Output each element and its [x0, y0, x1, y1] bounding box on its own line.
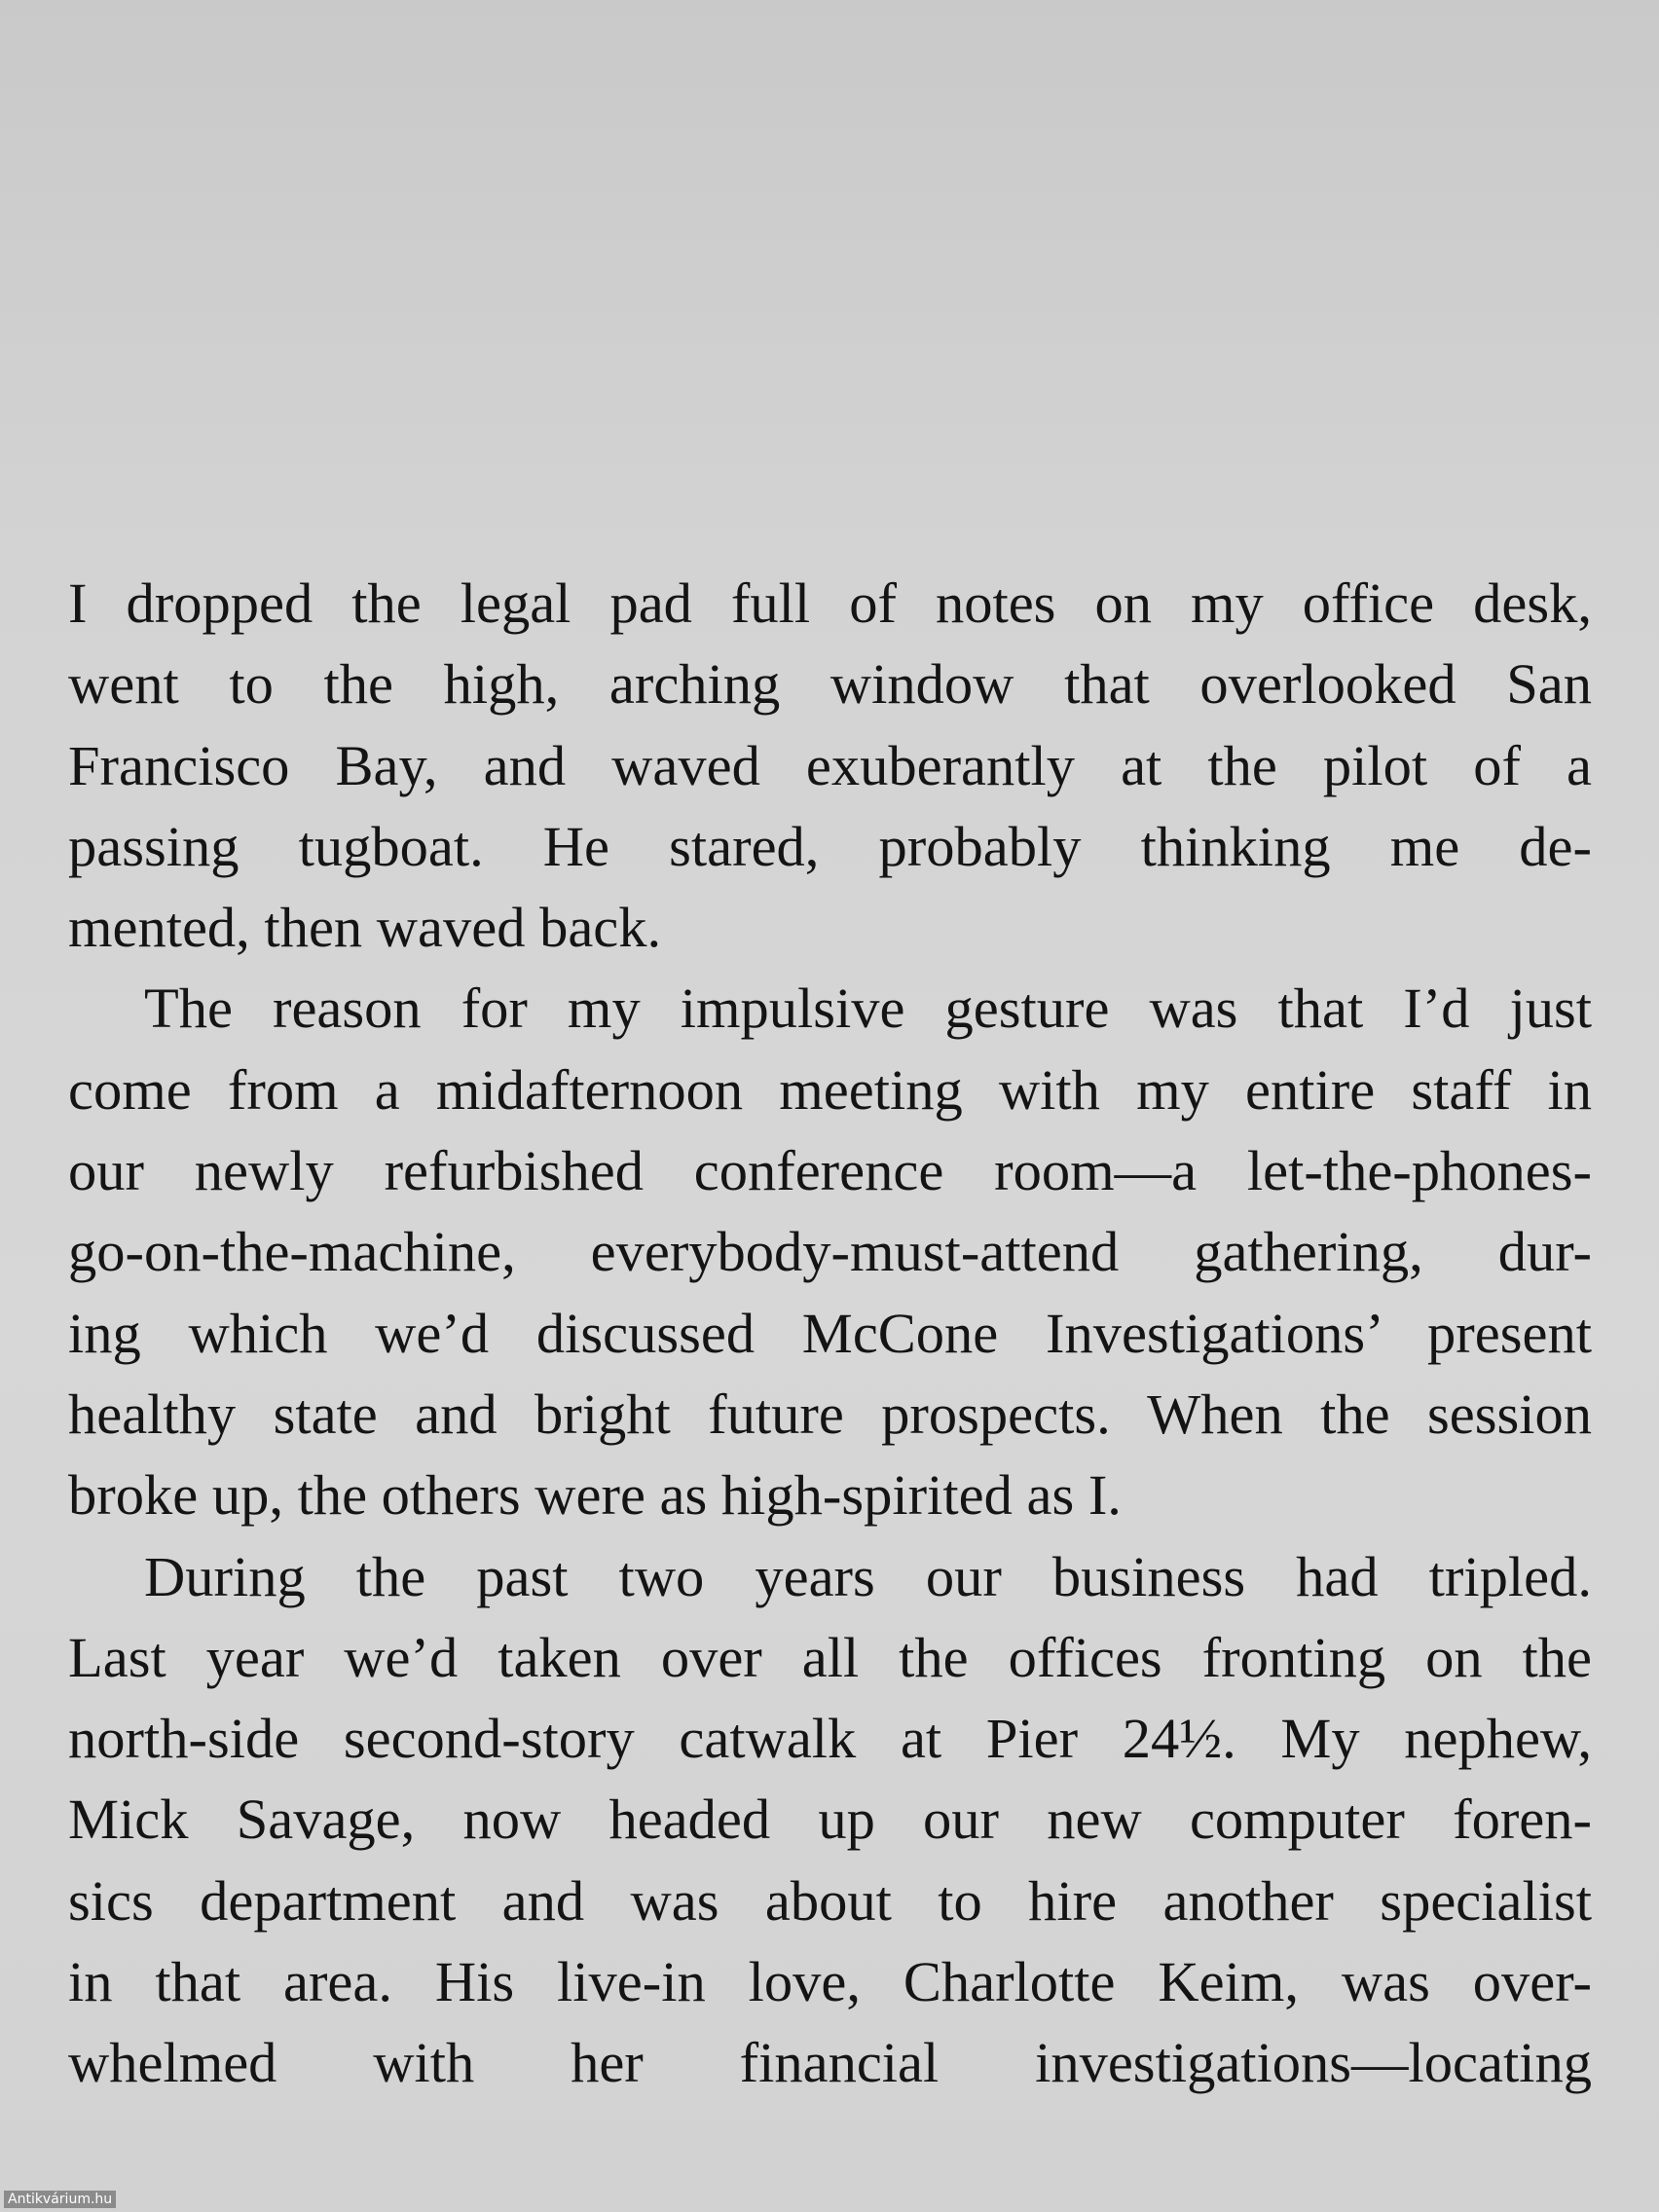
text-line: broke up, the others were as high-spirited as I.: [68, 1463, 1122, 1528]
text-line: healthy state and bright future prospects. When the session: [68, 1382, 1592, 1446]
text-line: During the past two years our business had tripled.: [144, 1544, 1592, 1608]
text-line: passing tugboat. He stared, probably thinking me de-: [68, 814, 1592, 878]
text-line: our newly refurbished conference room—a let-the-phones-: [68, 1139, 1592, 1203]
text-line: I dropped the legal pad full of notes on my office desk,: [68, 571, 1592, 635]
text-line: went to the high, arching window that overlooked San: [68, 652, 1592, 717]
watermark: Antikvárium.hu: [4, 2191, 116, 2208]
text-line: in that area. His live-in love, Charlotte Keim, was over-: [68, 1950, 1592, 2014]
text-line: mented, then waved back.: [68, 896, 662, 960]
text-line: ing which we’d discussed McCone Investigations’ present: [68, 1301, 1592, 1365]
text-line: whelmed with her financial investigations—locating: [68, 2031, 1592, 2095]
text-line: Last year we’d taken over all the offices fronting on the: [68, 1625, 1592, 1689]
text-line: sics department and was about to hire another specialist: [68, 1868, 1592, 1933]
text-line: north-side second-story catwalk at Pier 24½. My nephew,: [68, 1707, 1592, 1771]
text-line: Mick Savage, now headed up our new computer foren-: [68, 1788, 1592, 1852]
text-line: come from a midafternoon meeting with my entire staff in: [68, 1057, 1592, 1122]
text-line: go-on-the-machine, everybody-must-attend gathering, dur-: [68, 1220, 1592, 1284]
book-page-text: [68, 563, 1592, 2104]
text-line: The reason for my impulsive gesture was that I’d just: [144, 977, 1592, 1041]
show-through-text: [68, 0, 1587, 545]
text-line: Francisco Bay, and waved exuberantly at the pilot of a: [68, 733, 1592, 797]
